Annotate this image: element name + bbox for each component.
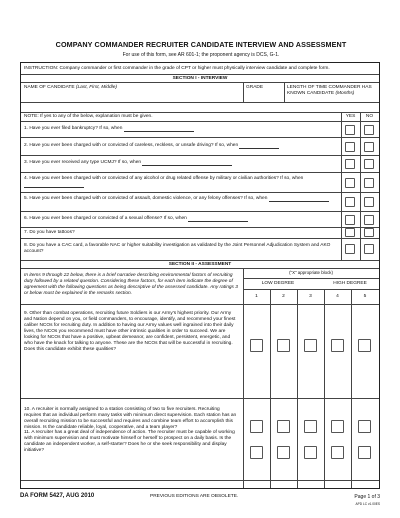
no-checkbox[interactable] [364, 244, 374, 254]
no-checkbox[interactable] [364, 142, 374, 152]
yes-header: YES [345, 114, 356, 119]
form-subtitle: For use of this form, see AR 601-1; the proponent agency is DCS, G-1. [122, 52, 280, 58]
scale-5: 5 [363, 294, 367, 299]
no-checkbox[interactable] [364, 215, 374, 225]
section2-title: SECTION II - ASSESSMENT [168, 262, 232, 267]
divider [243, 83, 244, 102]
info-spacer [21, 103, 379, 113]
rating-3-checkbox[interactable] [304, 339, 317, 352]
question-text: 8. Do you have a CAC card, a favorable NAC or higher suitability investigation as validated by the Joint Personnel Adjudication System and AKO account? [24, 243, 331, 254]
scale-2: 2 [282, 294, 285, 299]
instruction-row [21, 63, 379, 75]
assessment-intro: In items 9 through 22 below, there is a brief narrative describing environmental factors of recruiting duty followed by a related question. Considering these factors, for each item indicate the degree of agreement with the following questions as being descriptive of the assessed candidate. Any ratings 3 or below must be explained in the remarks section. [24, 273, 238, 296]
rating-2-checkbox[interactable] [277, 446, 290, 459]
length-label: LENGTH OF TIME COMMANDER HAS KNOWN CANDIDATE [287, 85, 372, 96]
when-blank[interactable] [142, 160, 232, 166]
yes-checkbox[interactable] [345, 142, 355, 152]
name-hint: (Last, First, Middle) [75, 85, 117, 90]
scale-1: 1 [255, 294, 258, 299]
rating-1-checkbox[interactable] [250, 339, 263, 352]
obsolete-notice: PREVIOUS EDITIONS ARE OBSOLETE. [150, 494, 239, 499]
no-checkbox[interactable] [364, 228, 374, 237]
rating-4-checkbox[interactable] [331, 339, 344, 352]
section1-title: SECTION I - INTERVIEW [172, 76, 228, 81]
divider [284, 83, 285, 102]
grade-label: GRADE [246, 85, 264, 90]
rating-4-checkbox[interactable] [331, 446, 344, 459]
yes-checkbox[interactable] [345, 159, 355, 169]
question-row [21, 228, 379, 239]
question-row [21, 122, 379, 138]
when-blank[interactable] [124, 126, 194, 132]
scale-note: ("X" appropriate block) [289, 270, 333, 275]
question-row [21, 156, 379, 173]
form-header [20, 40, 382, 58]
page-info [354, 494, 380, 506]
when-blank[interactable] [239, 143, 279, 149]
low-degree-label: LOW DEGREE [261, 281, 295, 286]
question-row [21, 212, 379, 228]
when-blank[interactable] [269, 196, 329, 202]
assessment-text: 10. A recruiter is normally assigned to a station consisting of two to five recruiters. Recruiting requires that an individual perform many tasks with minimum direct supervision. Each station has an overall recruiting mission to be successful and requires and combine team effort to accomplish this mission. Is the candidate reliable, loyal, cooperative, and a team player? [24, 407, 237, 430]
yes-checkbox[interactable] [345, 244, 355, 254]
length-known-field[interactable] [287, 85, 377, 97]
question-text: 6. Have you ever been charged or convicted of a sexual offense? If so, when [24, 216, 334, 222]
grade-field[interactable] [246, 85, 284, 91]
question-row [21, 239, 379, 261]
instruction-text: INSTRUCTION: Company commander or first commander in the grade of CPT or higher must physically interview candidate and complete form. [24, 66, 330, 71]
rating-1-checkbox[interactable] [250, 446, 263, 459]
yes-checkbox[interactable] [345, 178, 355, 188]
yes-checkbox[interactable] [345, 125, 355, 135]
no-header: NO [365, 114, 374, 119]
note-row [21, 113, 379, 122]
question-text: 2. Have you ever been charged with or convicted of careless, reckless, or unsafe driving? If so, when [24, 143, 339, 149]
no-checkbox[interactable] [364, 125, 374, 135]
yes-checkbox[interactable] [345, 228, 355, 237]
rating-2-checkbox[interactable] [277, 339, 290, 352]
length-hint: (Months) [335, 91, 355, 96]
section2-header [21, 261, 379, 269]
no-checkbox[interactable] [364, 197, 374, 207]
assessment-text: 11. A recruiter has a great deal of independence of action. The recruiter must be capable of working with minimum supervision and must motivate himself or herself to prospect on a daily basis. Is the candidate an independent worker, a self-starter? Does he or she seek responsibility and display initiative? [24, 430, 235, 453]
when-blank[interactable] [188, 216, 248, 222]
question-text: 1. Have you ever filed bankruptcy? If so, when [24, 126, 334, 132]
candidate-info-row [21, 83, 379, 103]
question-row [21, 138, 379, 156]
yes-checkbox[interactable] [345, 215, 355, 225]
name-field[interactable] [24, 85, 239, 91]
scale-3: 3 [309, 294, 312, 299]
question-text: 3. Have you ever received any type UCMJ? If so, when [24, 160, 334, 166]
rating-5-checkbox[interactable] [358, 446, 371, 459]
question-text: 4. Have you ever been charged with or convicted of any alcohol or drug related offense by military or civilian authorities? If so, when [24, 176, 338, 188]
scale-header-row [21, 269, 379, 305]
page-number: Page 1 of 3 [354, 494, 380, 500]
form-title: COMPANY COMMANDER RECRUITER CANDIDATE INTERVIEW AND ASSESSMENT [55, 40, 347, 49]
section1-header [21, 75, 379, 83]
question-row [21, 173, 379, 193]
yes-checkbox[interactable] [345, 197, 355, 207]
rating-3-checkbox[interactable] [304, 446, 317, 459]
scale-4: 4 [336, 294, 339, 299]
high-degree-label: HIGH DEGREE [333, 281, 367, 286]
question-row [21, 193, 379, 212]
rating-5-checkbox[interactable] [358, 339, 371, 352]
no-checkbox[interactable] [364, 159, 374, 169]
apd-version: APD LC v1.00ES [355, 502, 380, 506]
question-text: 5. Have you ever been charged with or convicted of assault, domestic violence, or any felony offenses? If so, when [24, 196, 338, 202]
assessment-text: 9. Other than combat operations, recruiting future Soldiers is our Army's highest priority. Our Army and Nation depend on you, or field commanders, to encourage, identify, and recommend your finest caliber NCOs for recruiting duty. In addition to having our Army values well ingrained into their daily lives, the NCOs you recommend must have other intrinsic qualities in order to succeed. We are looking for NCOs that have a positive, upbeat demeanor, are confident, persistent, energetic, and who have the knack for talking to anyone. These are the NCOs that will be successful in recruiting. Does this candidate exhibit these qualities? [24, 311, 236, 352]
assessment-item-11 [21, 424, 379, 488]
when-blank[interactable] [24, 182, 84, 188]
assessment-item [21, 305, 379, 399]
name-label: NAME OF CANDIDATE [24, 85, 75, 90]
no-checkbox[interactable] [364, 178, 374, 188]
form-id: DA FORM 5427, AUG 2010 [20, 493, 95, 499]
note-text: NOTE: If yes to any of the below, explanation must be given. [24, 114, 153, 119]
question-text: 7. Do you have tattoos? [24, 230, 75, 235]
